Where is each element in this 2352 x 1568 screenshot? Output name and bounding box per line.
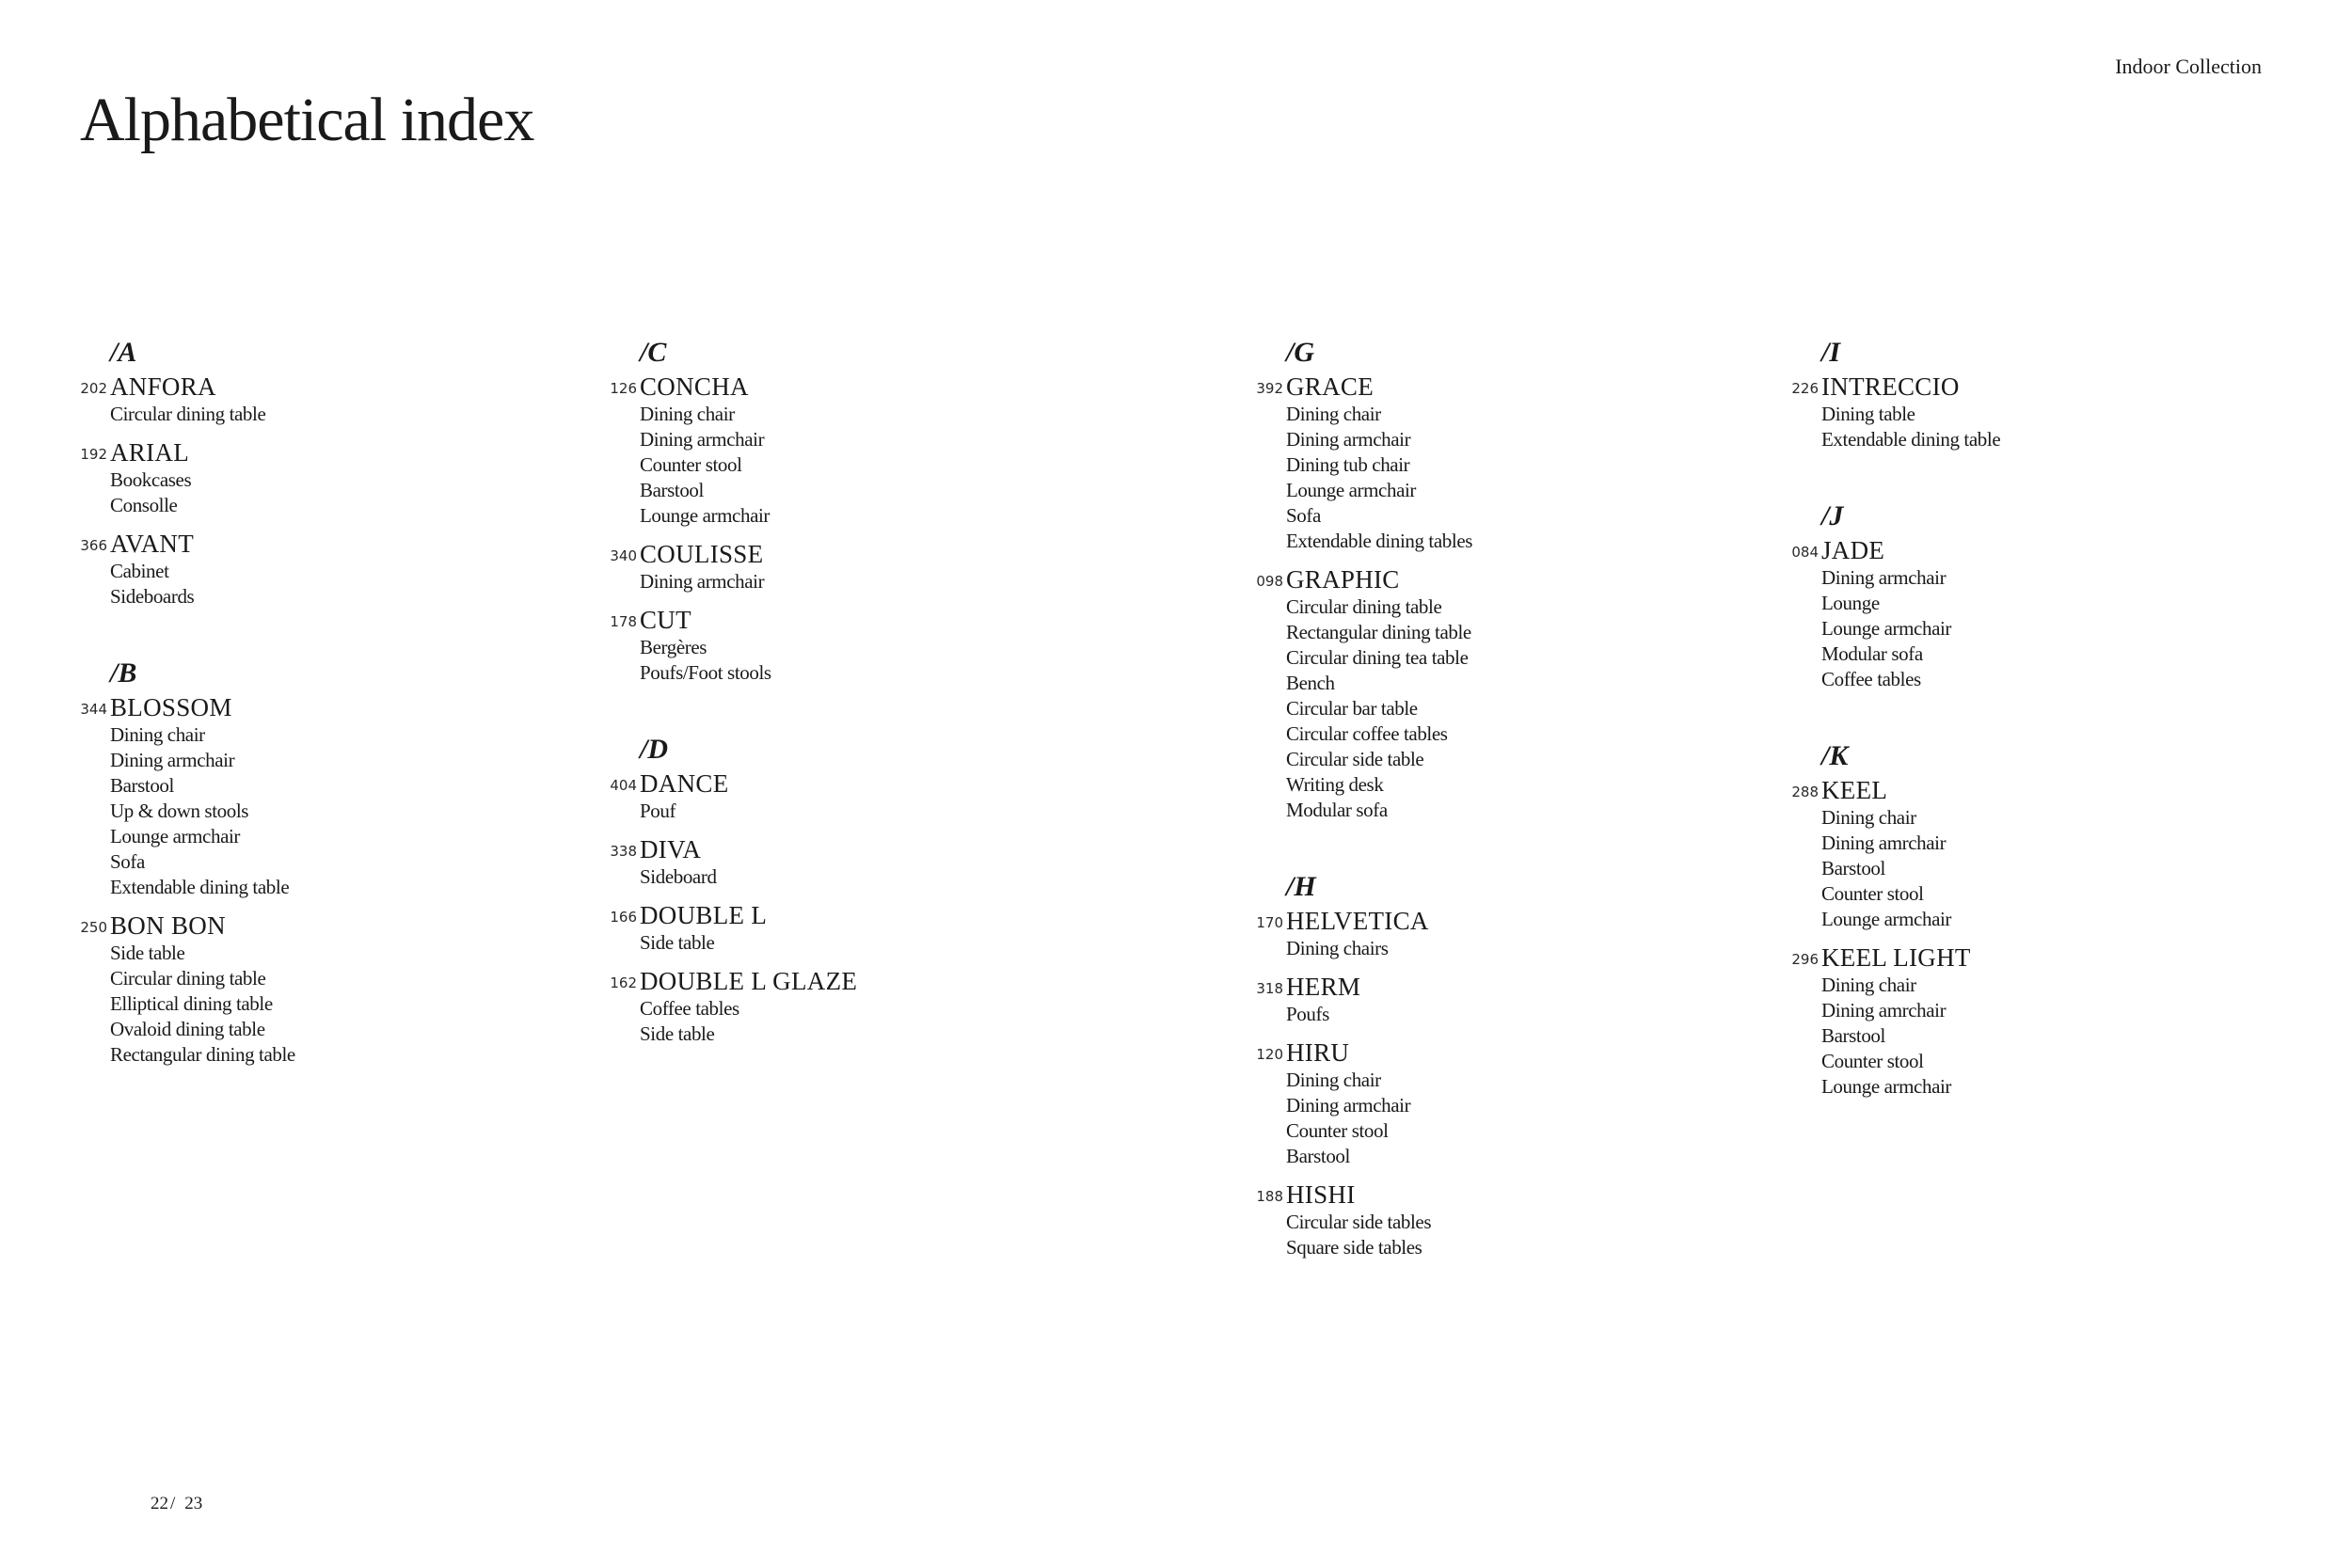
product-item-list [110, 559, 604, 610]
product-item: Dining armchair [640, 428, 765, 451]
entry-page-number: 226 [1791, 380, 1819, 397]
product-item-list [110, 402, 604, 427]
product-item-list [640, 996, 1134, 1047]
index-entry [607, 372, 1134, 529]
product-item: Counter stool [640, 453, 742, 476]
index-section [1788, 737, 2315, 1100]
product-name: BLOSSOM [110, 693, 232, 721]
entry-page-number: 084 [1791, 544, 1819, 561]
section-letter: /I [1821, 337, 1841, 368]
product-item: Dining table [1821, 403, 1915, 425]
entry-page-number: 098 [1256, 573, 1283, 590]
entry-page-number: 178 [610, 613, 637, 630]
index-section [1253, 868, 1780, 1260]
index-entry [77, 911, 604, 1068]
product-item: Circular coffee tables [1286, 722, 1448, 745]
product-item: Dining armchair [1286, 1094, 1411, 1117]
entry-page-number: 296 [1791, 951, 1819, 968]
product-item: Bench [1286, 672, 1335, 694]
product-item: Counter stool [1286, 1119, 1389, 1142]
entry-page-number: 250 [80, 919, 107, 936]
product-item: Dining chairs [1286, 937, 1389, 959]
product-item-list [1286, 594, 1780, 823]
index-column [77, 334, 604, 1113]
product-item: Dining chair [110, 723, 205, 746]
entry-page-number: 340 [610, 547, 637, 564]
product-item: Coffee tables [1821, 668, 1921, 690]
product-item-list [110, 467, 604, 518]
product-item: Circular dining table [110, 403, 266, 425]
entry-page-number: 288 [1791, 784, 1819, 800]
section-letter: /J [1821, 500, 1844, 531]
product-item: Extendable dining table [1821, 428, 2001, 451]
product-name: DOUBLE L GLAZE [640, 967, 858, 995]
product-item-list [640, 864, 1134, 890]
index-entry [77, 692, 604, 900]
entry-page-number: 188 [1256, 1188, 1283, 1205]
index-section [1788, 334, 2315, 452]
product-item: Lounge armchair [1821, 908, 1952, 930]
section-letter: /A [110, 337, 137, 368]
product-name: BON BON [110, 911, 226, 940]
product-item-list [1821, 973, 2315, 1100]
product-item: Consolle [110, 494, 178, 516]
entry-page-number: 162 [610, 974, 637, 991]
product-item: Up & down stools [110, 800, 249, 822]
product-item: Rectangular dining table [1286, 621, 1471, 643]
product-name: ARIAL [110, 438, 189, 467]
product-item: Modular sofa [1821, 642, 1923, 665]
index-column [1788, 334, 2315, 1145]
product-item-list [110, 941, 604, 1068]
product-item: Dining chair [1286, 1069, 1381, 1091]
product-item: Dining amrchair [1821, 999, 1947, 1022]
product-name: AVANT [110, 530, 195, 558]
product-item: Bergères [640, 636, 707, 658]
index-entry [77, 437, 604, 518]
product-name: HELVETICA [1286, 907, 1429, 935]
product-name: HIRU [1286, 1038, 1350, 1067]
product-item: Lounge armchair [110, 825, 241, 847]
index-entry [1788, 372, 2315, 452]
folio [151, 1494, 202, 1514]
entry-page-number: 344 [80, 701, 107, 718]
product-item: Circular bar table [1286, 697, 1418, 720]
product-item-list [640, 402, 1134, 529]
entry-page-number: 392 [1256, 380, 1283, 397]
index-column [607, 334, 1134, 1092]
product-name: DOUBLE L [640, 901, 768, 929]
index-section [1788, 498, 2315, 692]
product-item: Cabinet [110, 560, 169, 582]
entry-page-number: 192 [80, 446, 107, 463]
product-item: Circular side tables [1286, 1211, 1432, 1233]
product-name: KEEL [1821, 776, 1888, 804]
product-item: Dining chair [1821, 806, 1916, 829]
section-letter: /B [110, 657, 137, 689]
index-entry [607, 768, 1134, 824]
product-name: KEEL LIGHT [1821, 943, 1971, 972]
product-item: Modular sofa [1286, 799, 1388, 821]
index-entry [607, 966, 1134, 1047]
product-item: Elliptical dining table [110, 992, 273, 1015]
product-item: Circular side table [1286, 748, 1424, 770]
index-entry [77, 372, 604, 427]
product-item: Sofa [110, 850, 145, 873]
product-item-list [1821, 805, 2315, 932]
product-item: Circular dining table [1286, 595, 1442, 618]
product-item: Lounge armchair [1821, 617, 1952, 640]
product-item: Lounge armchair [640, 504, 771, 527]
product-item: Poufs/Foot stools [640, 661, 771, 684]
product-item: Dining armchair [1286, 428, 1411, 451]
product-item-list [1821, 565, 2315, 692]
product-item: Side table [640, 1022, 715, 1045]
product-name: CONCHA [640, 372, 749, 401]
product-item-list [640, 799, 1134, 824]
entry-page-number: 202 [80, 380, 107, 397]
left-page-number: 22 [151, 1494, 168, 1513]
product-item: Dining amrchair [1821, 832, 1947, 854]
product-item: Lounge armchair [1821, 1075, 1952, 1098]
index-section [77, 655, 604, 1068]
index-section [77, 334, 604, 610]
section-letter: /H [1286, 871, 1316, 902]
product-item: Dining chair [640, 403, 735, 425]
product-item: Lounge armchair [1286, 479, 1417, 501]
product-name: HERM [1286, 973, 1361, 1001]
product-item: Extendable dining tables [1286, 530, 1473, 552]
product-item-list [1286, 402, 1780, 554]
entry-page-number: 126 [610, 380, 637, 397]
product-item: Sideboard [640, 865, 717, 888]
folio-separator: / [170, 1494, 176, 1513]
product-name: DIVA [640, 835, 702, 863]
product-name: ANFORA [110, 372, 216, 401]
product-item-list [1286, 1068, 1780, 1169]
product-item-list [640, 930, 1134, 956]
product-item: Sideboards [110, 585, 195, 608]
index-entry [607, 834, 1134, 890]
index-entry [1253, 972, 1780, 1027]
product-item: Dining armchair [640, 570, 765, 593]
product-item: Circular dining tea table [1286, 646, 1469, 669]
product-item: Extendable dining table [110, 876, 290, 898]
product-name: DANCE [640, 769, 729, 798]
index-column [1253, 334, 1780, 1306]
entry-page-number: 166 [610, 909, 637, 926]
product-item: Poufs [1286, 1003, 1329, 1025]
product-item: Lounge [1821, 592, 1880, 614]
entry-page-number: 120 [1256, 1046, 1283, 1063]
product-item: Dining armchair [1821, 566, 1947, 589]
product-item: Dining chair [1286, 403, 1381, 425]
product-item-list [1286, 936, 1780, 961]
product-item-list [110, 722, 604, 900]
product-name: JADE [1821, 536, 1885, 564]
product-name: GRAPHIC [1286, 565, 1400, 594]
product-item: Pouf [640, 800, 676, 822]
product-item: Square side tables [1286, 1236, 1422, 1259]
section-letter: /G [1286, 337, 1314, 368]
index-entry [607, 900, 1134, 956]
product-item: Barstool [640, 479, 704, 501]
product-name: CUT [640, 606, 691, 634]
index-entry [607, 539, 1134, 594]
product-item: Sofa [1286, 504, 1321, 527]
product-item: Circular dining table [110, 967, 266, 990]
product-name: GRACE [1286, 372, 1375, 401]
index-entry [1253, 1180, 1780, 1260]
product-item-list [1821, 402, 2315, 452]
section-letter: /K [1821, 740, 1849, 771]
product-item: Barstool [1286, 1145, 1350, 1167]
product-item: Barstool [1821, 857, 1885, 879]
product-name: HISHI [1286, 1180, 1356, 1209]
index-entry [1253, 906, 1780, 961]
index-entry [1788, 535, 2315, 692]
product-item: Dining tub chair [1286, 453, 1410, 476]
product-item: Barstool [1821, 1024, 1885, 1047]
product-item: Rectangular dining table [110, 1043, 295, 1066]
product-item: Bookcases [110, 468, 192, 491]
index-section [1253, 334, 1780, 823]
index-section [607, 334, 1134, 686]
right-page-number: 23 [184, 1494, 203, 1513]
product-item: Side table [110, 942, 185, 964]
section-letter: /C [640, 337, 667, 368]
index-entry [1253, 564, 1780, 823]
product-item: Writing desk [1286, 773, 1384, 796]
entry-page-number: 338 [610, 843, 637, 860]
index-entry [607, 605, 1134, 686]
product-item-list [640, 569, 1134, 594]
product-name: INTRECCIO [1821, 372, 1960, 401]
product-name: COULISSE [640, 540, 764, 568]
entry-page-number: 404 [610, 777, 637, 794]
collection-label: Indoor Collection [2115, 55, 2262, 78]
product-item: Counter stool [1821, 1050, 1924, 1072]
entry-page-number: 170 [1256, 914, 1283, 931]
entry-page-number: 318 [1256, 980, 1283, 997]
product-item: Barstool [110, 774, 174, 797]
index-entry [1788, 942, 2315, 1100]
product-item: Dining chair [1821, 974, 1916, 996]
index-entry [1253, 1037, 1780, 1169]
section-letter: /D [640, 734, 668, 765]
entry-page-number: 366 [80, 537, 107, 554]
index-entry [77, 529, 604, 610]
product-item: Side table [640, 931, 715, 954]
product-item-list [1286, 1210, 1780, 1260]
index-entry [1253, 372, 1780, 554]
product-item-list [640, 635, 1134, 686]
product-item: Counter stool [1821, 882, 1924, 905]
index-section [607, 731, 1134, 1047]
product-item-list [1286, 1002, 1780, 1027]
product-item: Ovaloid dining table [110, 1018, 265, 1040]
index-entry [1788, 775, 2315, 932]
page-title: Alphabetical index [80, 86, 534, 154]
product-item: Dining armchair [110, 749, 235, 771]
product-item: Coffee tables [640, 997, 739, 1020]
